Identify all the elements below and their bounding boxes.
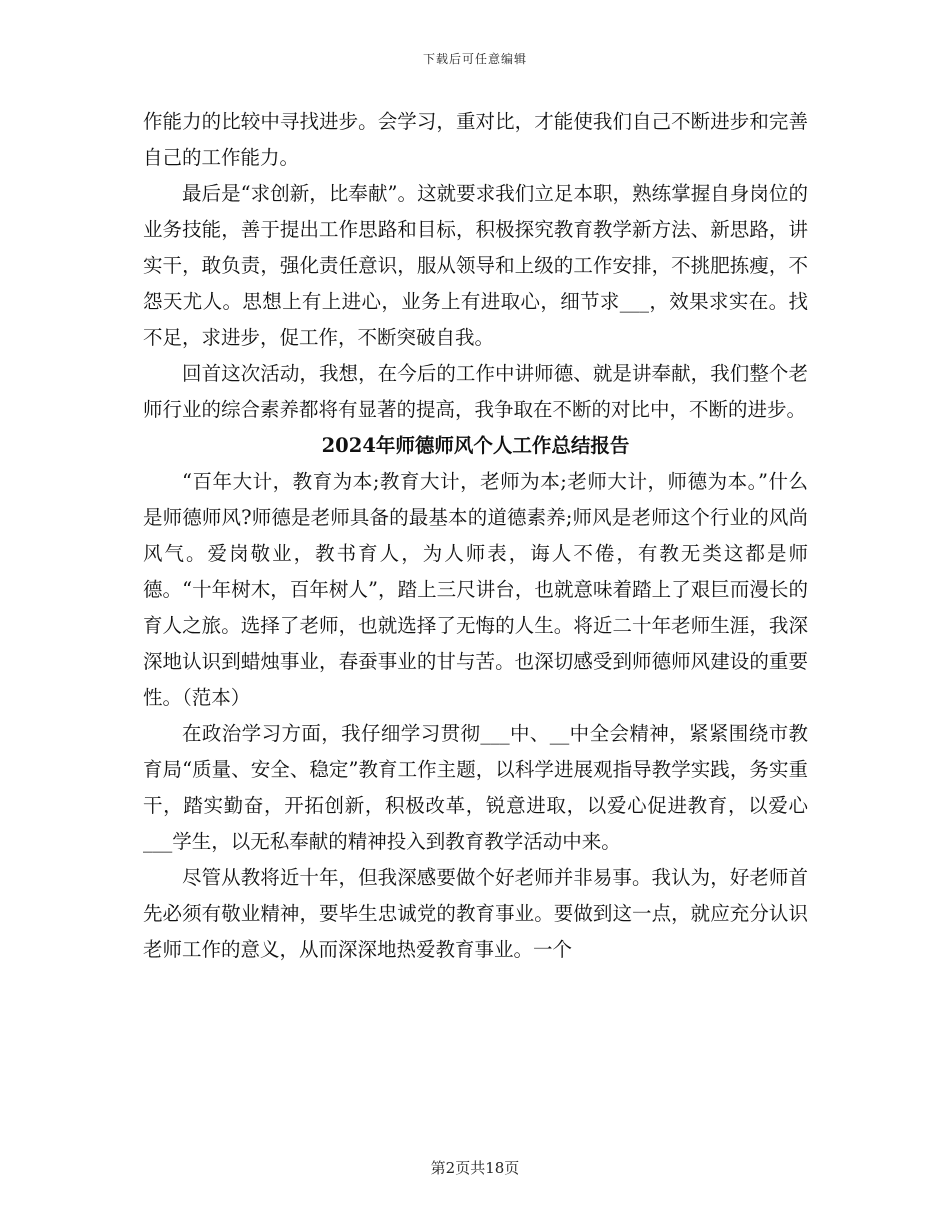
paragraph-continuation: 作能力的比较中寻找进步。会学习，重对比，才能使我们自己不断进步和完善自己的工作能力。 [143,110,808,169]
paragraph-political-study: 在政治学习方面，我仔细学习贯彻___中、__中全会精神，紧紧围绕市教育局“质量、安全、稳定”教育工作主题，以科学进展观指导教学实践，务实重干，踏实勤奋，开拓创新，积极改革，锐意进取，以爱心促进教育，以爱心___学生，以无私奉献的精神投入到教育教学活动中来。 [143,722,808,853]
section-title: 2024年师德师风个人工作总结报告 [321,434,630,457]
page-footer: 第2页共18页 [430,1159,520,1177]
page-header: 下载后可任意编辑 [422,52,527,66]
paragraph-intro: “百年大计，教育为本;教育大计，老师为本;老师大计，师德为本。”什么是师德师风?师德是老师具备的最基本的道德素养;师风是老师这个行业的风尚风气。爱岗敬业，教书育人，为人师表，诲人不倦，有教无类这都是师德。“十年树木，百年树人”，踏上三尺讲台，也就意味着踏上了艰巨而漫长的育人之旅。选择了老师，也就选择了无悔的人生。将近二十年老师生涯，我深深地认识到蜡烛事业，春蚕事业的甘与苦。也深切感受到师德师风建设的重要性。（范本） [143,470,808,709]
paragraph-dedication: 尽管从教将近十年，但我深感要做个好老师并非易事。我认为，好老师首先必须有敬业精神，要毕生忠诚党的教育事业。要做到这一点，就应充分认识老师工作的意义，从而深深地热爱教育事业。一个 [143,866,808,961]
paragraph-review: 回首这次活动，我想，在今后的工作中讲师德、就是讲奉献，我们整个老师行业的综合素养都将有显著的提高，我争取在不断的对比中，不断的进步。 [143,362,808,421]
paragraph-innovation: 最后是“求创新，比奉献”。这就要求我们立足本职，熟练掌握自身岗位的业务技能，善于提出工作思路和目标，积极探究教育教学新方法、新思路，讲实干，敢负责，强化责任意识，服从领导和上级的工作安排，不挑肥拣瘦，不怨天尤人。思想上有上进心，业务上有进取心，细节求___，效果求实在。找不足，求进步，促工作，不断突破自我。 [143,182,808,349]
document-body [143,104,808,968]
